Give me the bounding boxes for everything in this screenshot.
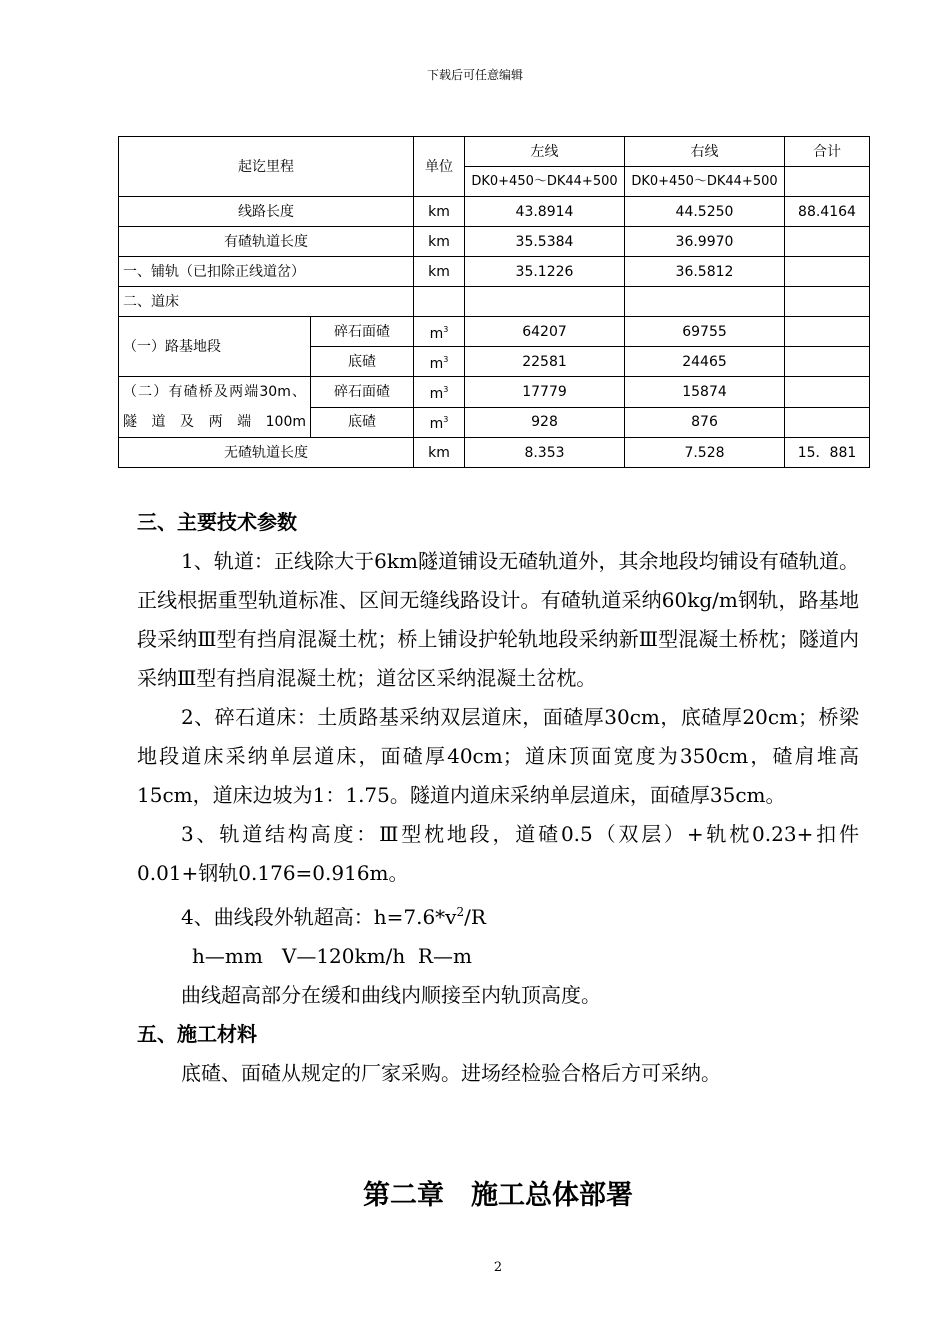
row-unit: $m^3$ (414, 407, 465, 438)
quantity-table (118, 136, 870, 468)
section-heading-3: 三、主要技术参数 (137, 510, 297, 534)
row-label: 有碴轨道长度 (119, 227, 414, 257)
row-right: 876 (625, 407, 785, 438)
table-row (119, 438, 870, 468)
page-number: 2 (493, 1260, 503, 1275)
row-unit: km (414, 438, 465, 468)
empty-cell (625, 287, 785, 317)
row-left: 64207 (465, 317, 625, 347)
row-total: 15．881 (785, 438, 870, 468)
table-row (119, 287, 870, 317)
table-row (119, 317, 870, 347)
header-unit: 单位 (414, 137, 465, 197)
row-left: 22581 (465, 347, 625, 377)
row-left: 8.353 (465, 438, 625, 468)
row-right: 24465 (625, 347, 785, 377)
page-header: 下载后可任意编辑 (426, 68, 523, 82)
row-unit: km (414, 227, 465, 257)
row-left: 928 (465, 407, 625, 438)
row-total (785, 347, 870, 377)
header-total: 合计 (785, 137, 870, 167)
row-right: 7.528 (625, 438, 785, 468)
row-right: 36.5812 (625, 257, 785, 287)
section-heading-5: 五、施工材料 (137, 1022, 257, 1046)
row-total (785, 257, 870, 287)
group-label: （一）路基地段 (119, 317, 311, 377)
sub-label: 碎石面碴 (311, 377, 414, 408)
row-label: 无碴轨道长度 (119, 438, 414, 468)
row-total (785, 407, 870, 438)
sub-label: 底碴 (311, 347, 414, 377)
row-unit: $m^3$ (414, 377, 465, 408)
row-right: 44.5250 (625, 197, 785, 227)
paragraph-ballast: 2、碎石道床：土质路基采纳双层道床，面碴厚30cm，底碴厚20cm；桥梁地段道床采纳单层道床，面碴厚40cm；道床顶面宽度为350cm，碴肩堆高15cm，道床边坡为1：1.75。隧道内道床采纳单层道床，面碴厚35cm。 (137, 705, 859, 807)
row-label: 线路长度 (119, 197, 414, 227)
row-total: 88.4164 (785, 197, 870, 227)
empty-cell (465, 287, 625, 317)
row-unit: km (414, 257, 465, 287)
row-left: 43.8914 (465, 197, 625, 227)
row-unit: $m^3$ (414, 317, 465, 347)
row-label: 二、道床 (119, 287, 414, 317)
row-total (785, 227, 870, 257)
paragraph-track: 1、轨道：正线除大于6km隧道铺设无碴轨道外，其余地段均铺设有碴轨道。正线根据重型轨道标准、区间无缝线路设计。有碴轨道采纳60kg/m钢轨，路基地段采纳Ⅲ型有挡肩混凝土枕；桥上铺设护轮轨地段采纳新Ⅲ型混凝土桥枕；隧道内采纳Ⅲ型有挡肩混凝土枕；道岔区采纳混凝土岔枕。 (137, 549, 859, 690)
row-left: 35.1226 (465, 257, 625, 287)
table-row (119, 257, 870, 287)
sub-label: 碎石面碴 (311, 317, 414, 347)
row-unit: $m^3$ (414, 347, 465, 377)
paragraph-superelevation: 4、曲线段外轨超高：$h=7.6*v^2/R$ (181, 905, 486, 929)
document-body (137, 503, 859, 1093)
paragraph-materials: 底碴、面碴从规定的厂家采购。进场经检验合格后方可采纳。 (181, 1061, 721, 1085)
row-right: 69755 (625, 317, 785, 347)
row-total (785, 377, 870, 408)
chapter-title: 第二章 施工总体部署 (363, 1180, 633, 1211)
empty-cell (785, 287, 870, 317)
table-row (119, 377, 870, 408)
header-left-line: 左线 (465, 137, 625, 167)
empty-cell (785, 167, 870, 197)
right-line-range: DK0+450～DK44+500 (625, 167, 785, 197)
table-row (119, 227, 870, 257)
group-label: （二）有碴桥及两端30m、隧道及两端100m (119, 377, 311, 438)
empty-cell (414, 287, 465, 317)
header-right-line: 右线 (625, 137, 785, 167)
sub-label: 底碴 (311, 407, 414, 438)
row-right: 15874 (625, 377, 785, 408)
paragraph-structure-height: 3、轨道结构高度：Ⅲ型枕地段，道碴0.5（双层）+轨枕0.23+扣件0.01+钢轨0.176=0.916m。 (137, 822, 859, 885)
table-header-row (119, 137, 870, 167)
row-left: 35.5384 (465, 227, 625, 257)
header-mileage: 起讫里程 (119, 137, 414, 197)
paragraph-transition: 曲线超高部分在缓和曲线内顺接至内轨顶高度。 (181, 983, 601, 1007)
paragraph-variables: h—mm V—120km/h R—m (192, 944, 472, 968)
row-label: 一、铺轨（已扣除正线道岔） (119, 257, 414, 287)
left-line-range: DK0+450～DK44+500 (465, 167, 625, 197)
row-unit: km (414, 197, 465, 227)
row-left: 17779 (465, 377, 625, 408)
table-row (119, 197, 870, 227)
row-total (785, 317, 870, 347)
row-right: 36.9970 (625, 227, 785, 257)
